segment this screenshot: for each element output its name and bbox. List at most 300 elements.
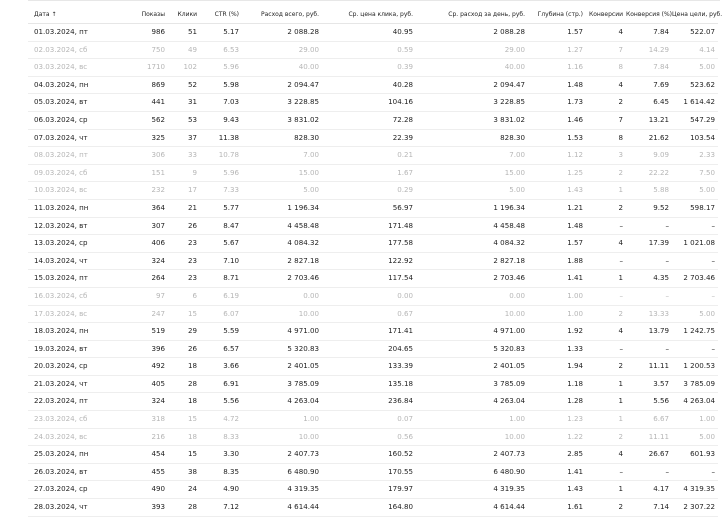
goal-cost-cell: 522.07	[672, 24, 718, 42]
ctr-cell: 6.07	[200, 305, 242, 323]
total-spend-cell: 5.00	[242, 182, 322, 200]
ctr-cell: 8.33	[200, 428, 242, 446]
depth-cell: 1.25	[528, 164, 586, 182]
goal-cost-cell: –	[672, 340, 718, 358]
conversion-rate-cell: –	[626, 463, 672, 481]
clicks-cell: 26	[168, 340, 200, 358]
goal-cost-cell: 2.33	[672, 147, 718, 165]
clicks-cell: 31	[168, 94, 200, 112]
conversions-cell: 2	[586, 428, 626, 446]
conversions-cell: 7	[586, 41, 626, 59]
table-row	[28, 393, 718, 411]
impressions-cell: 264	[120, 270, 168, 288]
impressions-cell: 492	[120, 358, 168, 376]
impressions-cell: 393	[120, 499, 168, 517]
conversions-cell: 4	[586, 235, 626, 253]
conversions-cell: 2	[586, 164, 626, 182]
clicks-cell: 37	[168, 129, 200, 147]
avg-cpc-cell: 236.84	[322, 393, 416, 411]
date-cell: 07.03.2024, чт	[28, 129, 120, 147]
ctr-cell: 6.19	[200, 287, 242, 305]
impressions-cell: 441	[120, 94, 168, 112]
goal-cost-cell: 3 785.09	[672, 375, 718, 393]
avg-daily-spend-cell: 3 785.09	[416, 375, 528, 393]
depth-cell: 1.43	[528, 182, 586, 200]
conversions-cell: 8	[586, 129, 626, 147]
conversion-rate-cell: 11.11	[626, 428, 672, 446]
depth-cell: 1.88	[528, 252, 586, 270]
goal-cost-cell: 5.00	[672, 182, 718, 200]
date-cell: 14.03.2024, чт	[28, 252, 120, 270]
conversion-rate-cell: 14.29	[626, 41, 672, 59]
date-cell: 23.03.2024, сб	[28, 411, 120, 429]
conversion-rate-cell: 6.67	[626, 411, 672, 429]
conversions-cell: 1	[586, 411, 626, 429]
ctr-cell: 5.59	[200, 323, 242, 341]
goal-cost-cell: 547.29	[672, 111, 718, 129]
conversion-rate-cell: 6.45	[626, 94, 672, 112]
table-row	[28, 199, 718, 217]
ctr-cell: 3.66	[200, 358, 242, 376]
conversions-cell: 4	[586, 323, 626, 341]
depth-cell: 1.00	[528, 287, 586, 305]
date-cell: 18.03.2024, пн	[28, 323, 120, 341]
avg-daily-spend-cell: 4 319.35	[416, 481, 528, 499]
ctr-cell: 5.56	[200, 393, 242, 411]
date-cell: 16.03.2024, сб	[28, 287, 120, 305]
impressions-cell: 406	[120, 235, 168, 253]
table-row	[28, 446, 718, 464]
conversion-rate-cell: –	[626, 217, 672, 235]
total-spend-cell: 4 084.32	[242, 235, 322, 253]
depth-cell: 1.27	[528, 41, 586, 59]
clicks-cell: 102	[168, 59, 200, 77]
avg-daily-spend-cell: 0.00	[416, 287, 528, 305]
date-cell: 27.03.2024, ср	[28, 481, 120, 499]
goal-cost-cell: 1 200.53	[672, 358, 718, 376]
avg-cpc-cell: 0.21	[322, 147, 416, 165]
total-spend-cell: 2 407.73	[242, 446, 322, 464]
conversions-cell: 4	[586, 76, 626, 94]
goal-cost-cell: –	[672, 217, 718, 235]
table-row	[28, 499, 718, 517]
avg-daily-spend-cell: 3 228.85	[416, 94, 528, 112]
goal-cost-cell: 7.50	[672, 164, 718, 182]
depth-cell: 1.33	[528, 340, 586, 358]
clicks-cell: 15	[168, 411, 200, 429]
conversion-rate-cell: 22.22	[626, 164, 672, 182]
date-cell: 12.03.2024, вт	[28, 217, 120, 235]
depth-cell: 1.57	[528, 235, 586, 253]
total-spend-cell: 4 458.48	[242, 217, 322, 235]
ctr-cell: 4.72	[200, 411, 242, 429]
goal-cost-cell: –	[672, 463, 718, 481]
depth-cell: 1.22	[528, 428, 586, 446]
table-row	[28, 94, 718, 112]
conversion-rate-cell: 21.62	[626, 129, 672, 147]
clicks-cell: 28	[168, 375, 200, 393]
table-row	[28, 270, 718, 288]
depth-cell: 1.48	[528, 217, 586, 235]
goal-cost-cell: –	[672, 287, 718, 305]
total-spend-cell: 15.00	[242, 164, 322, 182]
avg-cpc-cell: 160.52	[322, 446, 416, 464]
clicks-cell: 29	[168, 323, 200, 341]
ctr-cell: 7.03	[200, 94, 242, 112]
column-header-ctr[interactable]: CTR (%)	[200, 7, 242, 24]
date-cell: 05.03.2024, вт	[28, 94, 120, 112]
impressions-cell: 454	[120, 446, 168, 464]
table-row	[28, 375, 718, 393]
conversions-cell: 4	[586, 24, 626, 42]
conversion-rate-cell: 13.33	[626, 305, 672, 323]
conversions-cell: –	[586, 217, 626, 235]
depth-cell: 1.57	[528, 24, 586, 42]
goal-cost-cell: 103.54	[672, 129, 718, 147]
ctr-cell: 5.77	[200, 199, 242, 217]
goal-cost-cell: –	[672, 252, 718, 270]
impressions-cell: 325	[120, 129, 168, 147]
goal-cost-cell: 4 319.35	[672, 481, 718, 499]
avg-cpc-cell: 56.97	[322, 199, 416, 217]
impressions-cell: 232	[120, 182, 168, 200]
conversion-rate-cell: 9.09	[626, 147, 672, 165]
avg-daily-spend-cell: 5.00	[416, 182, 528, 200]
total-spend-cell: 3 831.02	[242, 111, 322, 129]
total-spend-cell: 1.00	[242, 411, 322, 429]
depth-cell: 1.00	[528, 305, 586, 323]
date-cell: 08.03.2024, пт	[28, 147, 120, 165]
clicks-cell: 15	[168, 305, 200, 323]
impressions-cell: 750	[120, 41, 168, 59]
conversions-cell: 1	[586, 375, 626, 393]
avg-cpc-cell: 122.92	[322, 252, 416, 270]
conversions-cell: 7	[586, 111, 626, 129]
conversions-cell: 1	[586, 393, 626, 411]
clicks-cell: 18	[168, 428, 200, 446]
clicks-cell: 26	[168, 217, 200, 235]
ctr-cell: 8.35	[200, 463, 242, 481]
conversions-cell: 3	[586, 147, 626, 165]
conversion-rate-cell: 13.79	[626, 323, 672, 341]
depth-cell: 1.28	[528, 393, 586, 411]
impressions-cell: 324	[120, 393, 168, 411]
date-cell: 13.03.2024, ср	[28, 235, 120, 253]
goal-cost-cell: 5.00	[672, 59, 718, 77]
avg-cpc-cell: 0.07	[322, 411, 416, 429]
column-header-conversion-rate[interactable]: Конверсия (%)	[626, 7, 672, 24]
date-cell: 21.03.2024, чт	[28, 375, 120, 393]
total-spend-cell: 2 094.47	[242, 76, 322, 94]
table-row	[28, 182, 718, 200]
depth-cell: 1.53	[528, 129, 586, 147]
ctr-cell: 9.43	[200, 111, 242, 129]
depth-cell: 1.61	[528, 499, 586, 517]
impressions-cell: 306	[120, 147, 168, 165]
total-spend-cell: 2 088.28	[242, 24, 322, 42]
clicks-cell: 17	[168, 182, 200, 200]
impressions-cell: 216	[120, 428, 168, 446]
table-row	[28, 305, 718, 323]
depth-cell: 1.92	[528, 323, 586, 341]
table-row	[28, 76, 718, 94]
table-row	[28, 129, 718, 147]
stats-table	[28, 7, 722, 517]
goal-cost-cell: 4.14	[672, 41, 718, 59]
avg-daily-spend-cell: 6 480.90	[416, 463, 528, 481]
avg-cpc-cell: 164.80	[322, 499, 416, 517]
table-row	[28, 287, 718, 305]
clicks-cell: 23	[168, 235, 200, 253]
conversions-cell: 1	[586, 270, 626, 288]
ctr-cell: 5.96	[200, 59, 242, 77]
depth-cell: 1.12	[528, 147, 586, 165]
total-spend-cell: 4 614.44	[242, 499, 322, 517]
goal-cost-cell: 523.62	[672, 76, 718, 94]
total-spend-cell: 3 228.85	[242, 94, 322, 112]
depth-cell: 1.16	[528, 59, 586, 77]
conversions-cell: 4	[586, 446, 626, 464]
conversions-cell: 2	[586, 358, 626, 376]
ctr-cell: 6.57	[200, 340, 242, 358]
depth-cell: 1.41	[528, 270, 586, 288]
total-spend-cell: 2 401.05	[242, 358, 322, 376]
table-row	[28, 323, 718, 341]
date-cell: 03.03.2024, вс	[28, 59, 120, 77]
total-spend-cell: 4 319.35	[242, 481, 322, 499]
impressions-cell: 396	[120, 340, 168, 358]
total-spend-cell: 40.00	[242, 59, 322, 77]
table-row	[28, 235, 718, 253]
table-row	[28, 24, 718, 42]
avg-cpc-cell: 104.16	[322, 94, 416, 112]
conversions-cell: 2	[586, 499, 626, 517]
goal-cost-cell: 2 307.22	[672, 499, 718, 517]
avg-cpc-cell: 133.39	[322, 358, 416, 376]
goal-cost-cell: 1 614.42	[672, 94, 718, 112]
avg-cpc-cell: 40.28	[322, 76, 416, 94]
table-body	[28, 24, 718, 517]
ctr-cell: 7.12	[200, 499, 242, 517]
date-cell: 10.03.2024, вс	[28, 182, 120, 200]
total-spend-cell: 2 703.46	[242, 270, 322, 288]
table-row	[28, 411, 718, 429]
column-header-conversions[interactable]: Конверсии	[586, 7, 626, 24]
avg-daily-spend-cell: 2 407.73	[416, 446, 528, 464]
goal-cost-cell: 4 263.04	[672, 393, 718, 411]
depth-cell: 1.41	[528, 463, 586, 481]
avg-cpc-cell: 0.29	[322, 182, 416, 200]
conversions-cell: 1	[586, 481, 626, 499]
avg-daily-spend-cell: 4 971.00	[416, 323, 528, 341]
table-row	[28, 340, 718, 358]
avg-daily-spend-cell: 4 614.44	[416, 499, 528, 517]
table-row	[28, 481, 718, 499]
total-spend-cell: 4 263.04	[242, 393, 322, 411]
impressions-cell: 324	[120, 252, 168, 270]
impressions-cell: 97	[120, 287, 168, 305]
clicks-cell: 49	[168, 41, 200, 59]
avg-cpc-cell: 117.54	[322, 270, 416, 288]
clicks-cell: 52	[168, 76, 200, 94]
conversions-cell: 2	[586, 199, 626, 217]
depth-cell: 1.73	[528, 94, 586, 112]
ctr-cell: 10.78	[200, 147, 242, 165]
date-cell: 28.03.2024, чт	[28, 499, 120, 517]
conversions-cell: –	[586, 340, 626, 358]
clicks-cell: 24	[168, 481, 200, 499]
column-header-impressions[interactable]: Показы	[120, 7, 168, 24]
avg-daily-spend-cell: 29.00	[416, 41, 528, 59]
total-spend-cell: 7.00	[242, 147, 322, 165]
date-cell: 01.03.2024, пт	[28, 24, 120, 42]
impressions-cell: 986	[120, 24, 168, 42]
table-row	[28, 147, 718, 165]
table-row	[28, 164, 718, 182]
avg-cpc-cell: 0.39	[322, 59, 416, 77]
avg-daily-spend-cell: 4 458.48	[416, 217, 528, 235]
ctr-cell: 3.30	[200, 446, 242, 464]
avg-cpc-cell: 171.48	[322, 217, 416, 235]
avg-cpc-cell: 135.18	[322, 375, 416, 393]
table-row	[28, 111, 718, 129]
ctr-cell: 8.47	[200, 217, 242, 235]
avg-cpc-cell: 0.56	[322, 428, 416, 446]
conversion-rate-cell: 7.84	[626, 24, 672, 42]
avg-daily-spend-cell: 4 263.04	[416, 393, 528, 411]
total-spend-cell: 5 320.83	[242, 340, 322, 358]
column-header-depth[interactable]: Глубина (стр.)	[528, 7, 586, 24]
avg-daily-spend-cell: 10.00	[416, 428, 528, 446]
avg-daily-spend-cell: 3 831.02	[416, 111, 528, 129]
date-cell: 17.03.2024, вс	[28, 305, 120, 323]
avg-cpc-cell: 171.41	[322, 323, 416, 341]
conversion-rate-cell: 7.69	[626, 76, 672, 94]
conversion-rate-cell: 7.14	[626, 499, 672, 517]
conversion-rate-cell: 7.84	[626, 59, 672, 77]
impressions-cell: 307	[120, 217, 168, 235]
column-header-avg-cpc[interactable]: Ср. цена клика, руб.	[322, 7, 416, 24]
total-spend-cell: 2 827.18	[242, 252, 322, 270]
clicks-cell: 33	[168, 147, 200, 165]
conversion-rate-cell: 5.88	[626, 182, 672, 200]
avg-cpc-cell: 177.58	[322, 235, 416, 253]
total-spend-cell: 6 480.90	[242, 463, 322, 481]
impressions-cell: 1710	[120, 59, 168, 77]
depth-cell: 1.23	[528, 411, 586, 429]
clicks-cell: 21	[168, 199, 200, 217]
avg-daily-spend-cell: 40.00	[416, 59, 528, 77]
goal-cost-cell: 598.17	[672, 199, 718, 217]
top-divider	[28, 0, 720, 1]
ctr-cell: 6.91	[200, 375, 242, 393]
avg-daily-spend-cell: 7.00	[416, 147, 528, 165]
depth-cell: 1.94	[528, 358, 586, 376]
date-cell: 09.03.2024, сб	[28, 164, 120, 182]
ctr-cell: 7.33	[200, 182, 242, 200]
avg-cpc-cell: 0.00	[322, 287, 416, 305]
clicks-cell: 9	[168, 164, 200, 182]
clicks-cell: 28	[168, 499, 200, 517]
total-spend-cell: 3 785.09	[242, 375, 322, 393]
conversion-rate-cell: –	[626, 287, 672, 305]
conversions-cell: 2	[586, 305, 626, 323]
conversion-rate-cell: 3.57	[626, 375, 672, 393]
goal-cost-cell: 1.00	[672, 411, 718, 429]
conversion-rate-cell: 9.52	[626, 199, 672, 217]
clicks-cell: 38	[168, 463, 200, 481]
table-row	[28, 463, 718, 481]
goal-cost-cell: 1 021.08	[672, 235, 718, 253]
date-cell: 25.03.2024, пн	[28, 446, 120, 464]
table-row	[28, 428, 718, 446]
clicks-cell: 18	[168, 358, 200, 376]
avg-daily-spend-cell: 2 703.46	[416, 270, 528, 288]
column-header-avg-daily-spend[interactable]: Ср. расход за день, руб.	[416, 7, 528, 24]
depth-cell: 1.18	[528, 375, 586, 393]
conversions-cell: –	[586, 287, 626, 305]
avg-cpc-cell: 40.95	[322, 24, 416, 42]
impressions-cell: 519	[120, 323, 168, 341]
column-header-clicks[interactable]: Клики	[168, 7, 200, 24]
goal-cost-cell: 601.93	[672, 446, 718, 464]
impressions-cell: 318	[120, 411, 168, 429]
conversion-rate-cell: –	[626, 340, 672, 358]
impressions-cell: 364	[120, 199, 168, 217]
date-cell: 15.03.2024, пт	[28, 270, 120, 288]
goal-cost-cell: 5.00	[672, 428, 718, 446]
conversion-rate-cell: 17.39	[626, 235, 672, 253]
impressions-cell: 562	[120, 111, 168, 129]
conversion-rate-cell: 4.17	[626, 481, 672, 499]
table-header-row	[28, 7, 718, 24]
clicks-cell: 23	[168, 252, 200, 270]
date-cell: 02.03.2024, сб	[28, 41, 120, 59]
column-header-goal-cost[interactable]: Цена цели, руб.	[672, 7, 718, 24]
avg-cpc-cell: 0.59	[322, 41, 416, 59]
ctr-cell: 7.10	[200, 252, 242, 270]
conversion-rate-cell: 4.35	[626, 270, 672, 288]
avg-daily-spend-cell: 2 088.28	[416, 24, 528, 42]
ctr-cell: 5.96	[200, 164, 242, 182]
impressions-cell: 869	[120, 76, 168, 94]
conversion-rate-cell: 5.56	[626, 393, 672, 411]
column-header-total-spend[interactable]: Расход всего, руб.	[242, 7, 322, 24]
depth-cell: 1.48	[528, 76, 586, 94]
impressions-cell: 151	[120, 164, 168, 182]
clicks-cell: 18	[168, 393, 200, 411]
table-row	[28, 252, 718, 270]
ctr-cell: 11.38	[200, 129, 242, 147]
clicks-cell: 53	[168, 111, 200, 129]
table-row	[28, 59, 718, 77]
total-spend-cell: 29.00	[242, 41, 322, 59]
depth-cell: 1.21	[528, 199, 586, 217]
avg-daily-spend-cell: 2 827.18	[416, 252, 528, 270]
avg-daily-spend-cell: 10.00	[416, 305, 528, 323]
ctr-cell: 5.17	[200, 24, 242, 42]
column-header-date[interactable]: Дата ↑	[28, 7, 120, 24]
impressions-cell: 247	[120, 305, 168, 323]
conversion-rate-cell: 26.67	[626, 446, 672, 464]
avg-daily-spend-cell: 1 196.34	[416, 199, 528, 217]
conversions-cell: 1	[586, 182, 626, 200]
table-row	[28, 358, 718, 376]
avg-cpc-cell: 0.67	[322, 305, 416, 323]
total-spend-cell: 0.00	[242, 287, 322, 305]
avg-cpc-cell: 204.65	[322, 340, 416, 358]
conversion-rate-cell: 13.21	[626, 111, 672, 129]
